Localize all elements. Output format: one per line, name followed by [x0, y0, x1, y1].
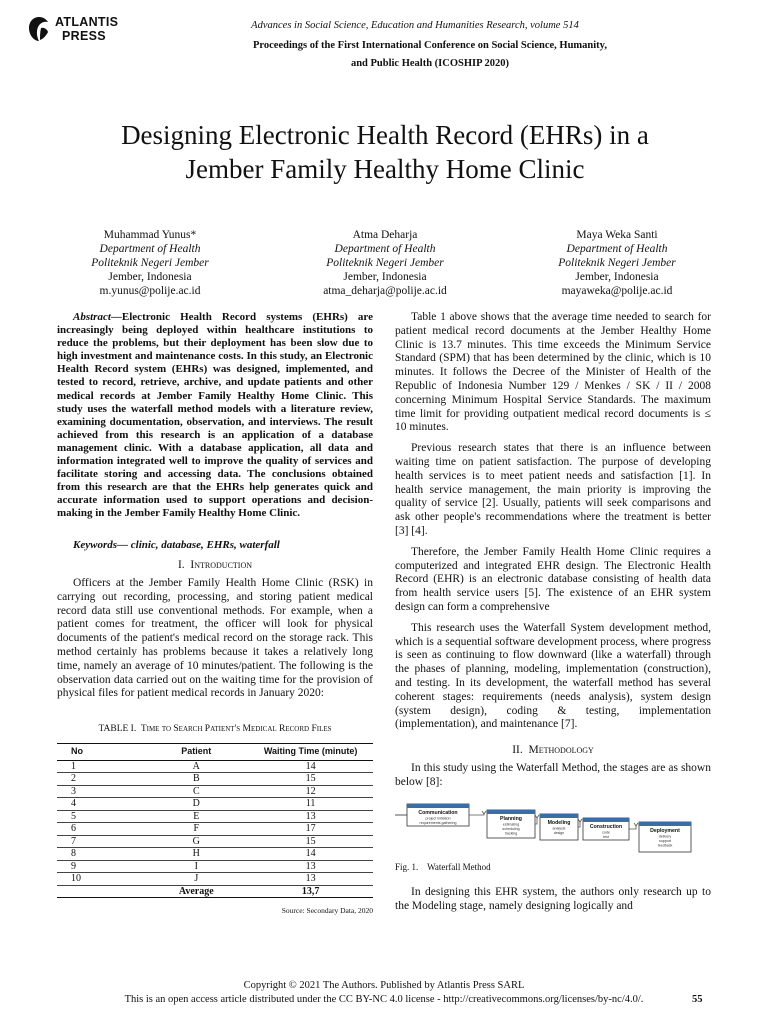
stage-subtitle: support	[659, 839, 671, 844]
cell-waiting-time: 14	[248, 848, 373, 861]
page-number: 55	[692, 994, 703, 1005]
license-line[interactable]: This is an open access article distributed under the CC BY-NC 4.0 license - http://creativecommons.org/licenses/by-nc/4.0/.	[124, 994, 644, 1005]
logo-line1: ATLANTIS	[55, 15, 119, 29]
intro-text: Officers at the Jember Family Health Home Clinic (RSK) in carrying out recording, processing, and storing patient medical record data still use conventional methods. For example, when a patient comes for treatment, the officer will look for physical documents of the patient's medical record on the storage rack. This method certainly has problems because it takes a relatively long time, namely an average of 10 minutes/patient. The following is the observation data carried out on the waiting time for the provision of physical files for patient medical records in January 2020:	[57, 577, 373, 700]
author-inst: Politeknik Negeri Jember	[326, 257, 444, 269]
stage-title: Communication	[418, 810, 458, 816]
waterfall-stage	[583, 818, 629, 840]
table-row	[57, 848, 373, 861]
header-waiting-time: Waiting Time (minute)	[248, 744, 373, 761]
cell-no: 9	[57, 860, 144, 873]
cell-waiting-time: 13	[248, 860, 373, 873]
table-row	[57, 798, 373, 811]
stage-subtitle: delivery	[658, 834, 672, 839]
cell-no: 1	[57, 760, 144, 773]
table-row	[57, 860, 373, 873]
abstract-text: —Electronic Health Record systems (EHRs) are increasingly being deployed within healthcare institutions to reduce the problems, but their deployment has been slow due to high investment and maintenance costs. In this study, an Electronic Health Record system (EHRs) was designed, implemented, and tested to record, retrieve, archive, and update patients and other medical records at Jember Family Healthy Home Clinic. This study uses the waterfall method models with a literature review, examining documentation, observation, and interviews. The result achieved from this research is an application of a database management clinic. With a database application, all data and information integrated well to improve the quality of services and facilitate storing and accessing data. The conclusions obtained from this research are that the EHRs help generates quick and accurate information used to support operations and decision-making in the Jember Family Healthy Home Clinic.	[57, 311, 373, 520]
cell-waiting-time: 14	[248, 760, 373, 773]
waterfall-diagram	[395, 800, 711, 858]
stage-title: Modeling	[547, 820, 571, 826]
table-row	[57, 835, 373, 848]
section-title: Methodology	[528, 744, 594, 756]
cell-patient: H	[144, 848, 248, 861]
table-row	[57, 823, 373, 836]
stage-title: Construction	[589, 824, 623, 830]
abstract-label: Abstract	[73, 311, 111, 323]
flow-arrow	[629, 826, 636, 829]
cell-patient: A	[144, 760, 248, 773]
cell-patient: B	[144, 773, 248, 786]
stage-title: Deployment	[650, 828, 680, 834]
table-header-row	[57, 744, 373, 761]
section-title: Introduction	[190, 559, 253, 571]
journal-title: Advances in Social Science, Education and Humanities Research, volume 514	[251, 20, 579, 31]
figure-caption	[395, 862, 491, 872]
author-name: Atma Deharja	[352, 229, 418, 241]
cell-no: 6	[57, 823, 144, 836]
author-name: Muhammad Yunus*	[103, 229, 197, 241]
title-line2: Jember Family Healthy Home Clinic	[185, 154, 585, 184]
flow-arrow	[469, 814, 484, 815]
cell-no: 4	[57, 798, 144, 811]
author-dept: Department of Health	[334, 243, 436, 255]
atlantis-globe-icon	[28, 16, 50, 42]
cell-patient: D	[144, 798, 248, 811]
abstract	[57, 311, 373, 521]
table-row	[57, 810, 373, 823]
arrow-head	[482, 811, 486, 814]
method-paragraph	[395, 762, 711, 790]
cell-no: 2	[57, 773, 144, 786]
table-source: Source: Secondary Data, 2020	[281, 906, 373, 915]
table-body	[57, 760, 373, 898]
author-name: Maya Weka Santi	[576, 229, 658, 241]
author-email[interactable]: m.yunus@polije.ac.id	[99, 285, 201, 297]
cell-waiting-time: 15	[248, 835, 373, 848]
author-dept: Department of Health	[99, 243, 201, 255]
cell-patient: G	[144, 835, 248, 848]
figure-caption-text: Waterfall Method	[427, 862, 491, 872]
author-block-2	[285, 228, 485, 298]
section-heading-introduction	[57, 559, 373, 571]
arrow-head	[535, 815, 539, 818]
waterfall-stage	[639, 822, 691, 852]
author-email[interactable]: atma_deharja@polije.ac.id	[323, 285, 447, 297]
cell-patient: I	[144, 860, 248, 873]
stage-header-bar	[583, 818, 629, 822]
stage-subtitle: test	[603, 835, 609, 840]
stage-title: Planning	[500, 816, 522, 822]
last-text: In designing this EHR system, the authors only research up to the Modeling stage, namely designing logically and	[395, 886, 711, 912]
arrow-head	[634, 823, 638, 826]
proceedings-line1: Proceedings of the First International Conference on Social Science, Humanity,	[253, 40, 607, 51]
paragraph: This research uses the Waterfall System development method, which is a sequential software development process, where progress is seen as continuing to flow downward (like a waterfall) through the phases of planning, modeling, implementation (construction), and testing. In its development, the waterfall method has several coherent stages: requirements (needs analysis), system design (system design), coding & testing, implementation (implementation), and maintenance [7].	[395, 621, 711, 731]
stage-subtitle: estimating	[502, 822, 520, 827]
publisher-logo	[28, 14, 128, 46]
cell-waiting-time: 15	[248, 773, 373, 786]
stage-subtitle: tracking	[504, 831, 518, 836]
author-location: Jember, Indonesia	[575, 271, 659, 283]
average-label: Average	[144, 885, 248, 898]
stage-subtitle: scheduling	[502, 827, 520, 832]
section-number: II.	[512, 744, 523, 756]
cell-waiting-time: 12	[248, 785, 373, 798]
title-line1: Designing Electronic Health Record (EHRs) in a	[121, 120, 649, 150]
cell-empty	[57, 885, 144, 898]
cell-no: 5	[57, 810, 144, 823]
logo-line2: PRESS	[62, 29, 106, 43]
stage-subtitle: feedback	[657, 843, 673, 848]
author-inst: Politeknik Negeri Jember	[91, 257, 209, 269]
table-caption-text: Time to Search Patient's Medical Record Files	[140, 724, 332, 734]
waiting-time-table	[57, 743, 373, 898]
table-row	[57, 873, 373, 886]
stage-header-bar	[639, 822, 691, 826]
table-average-row	[57, 885, 373, 898]
stage-subtitle: design	[553, 831, 565, 836]
last-paragraph	[395, 886, 711, 914]
cell-no: 7	[57, 835, 144, 848]
arrow-head	[578, 819, 582, 822]
cell-waiting-time: 13	[248, 810, 373, 823]
stage-header-bar	[540, 814, 578, 818]
cell-no: 8	[57, 848, 144, 861]
copyright-line: Copyright © 2021 The Authors. Published by Atlantis Press SARL	[243, 980, 525, 991]
cell-waiting-time: 17	[248, 823, 373, 836]
table-row	[57, 760, 373, 773]
method-text: In this study using the Waterfall Method, the stages are as shown below [8]:	[395, 762, 711, 788]
stage-subtitle: requirements gathering	[419, 821, 457, 826]
waterfall-stage	[487, 810, 535, 838]
cell-patient: F	[144, 823, 248, 836]
stage-subtitle: project initiation	[425, 816, 451, 821]
right-column-text	[395, 311, 711, 732]
paper-title	[40, 118, 730, 186]
stage-header-bar	[407, 804, 469, 808]
figure-caption-number: Fig. 1.	[395, 862, 419, 872]
author-block-1	[50, 228, 250, 298]
cell-patient: C	[144, 785, 248, 798]
table-caption	[57, 724, 373, 734]
cell-waiting-time: 11	[248, 798, 373, 811]
paragraph: Therefore, the Jember Family Health Home Clinic requires a computerized and integrated EHR design. The Electronic Health Record (EHR) is an electronic database consisting of health data from health service users [5]. The existence of an EHR system design can form a comprehensive	[395, 545, 711, 613]
waterfall-stage	[540, 814, 578, 840]
stage-subtitle: analysis	[552, 826, 566, 831]
waterfall-stage	[407, 804, 469, 826]
header-no: No	[57, 744, 144, 761]
author-inst: Politeknik Negeri Jember	[558, 257, 676, 269]
author-dept: Department of Health	[566, 243, 668, 255]
paragraph: Table 1 above shows that the average time needed to search for patient medical record documents at the Jember Healthy Home Clinic is 13.7 minutes. This time exceeds the Minimum Service Standard (SPM) that has been determined by the clinic, which is 10 minutes. It follows the Decree of the Minister of Health of the Republic of Indonesia Number 129 / Menkes / SK / II / 2008 concerning Minimum Hospital Service Standards. The maximum time limit for providing outpatient medical record documents is ≤ 10 minutes.	[395, 311, 711, 434]
header-patient: Patient	[144, 744, 248, 761]
table-caption-number: TABLE I.	[98, 724, 137, 734]
cell-no: 10	[57, 873, 144, 886]
cell-no: 3	[57, 785, 144, 798]
paragraph: Previous research states that there is an influence between waiting time on patient satisfaction. The purpose of developing health services is to meet patient needs and satisfaction [1]. In health service management, the main priority is improving the quality of service [2]. Usually, patients will seek comparisons and ask other people's recommendations where the treatment is better [3] [4].	[395, 442, 711, 537]
cell-waiting-time: 13	[248, 873, 373, 886]
keywords: Keywords— clinic, database, EHRs, waterfall	[73, 539, 280, 551]
author-block-3	[517, 228, 717, 298]
section-number: I.	[177, 559, 185, 571]
table-row	[57, 773, 373, 786]
stage-subtitle: code	[602, 830, 610, 835]
author-location: Jember, Indonesia	[343, 271, 427, 283]
cell-patient: E	[144, 810, 248, 823]
author-location: Jember, Indonesia	[108, 271, 192, 283]
proceedings-line2: and Public Health (ICOSHIP 2020)	[350, 58, 510, 69]
intro-paragraph	[57, 577, 373, 701]
cell-patient: J	[144, 873, 248, 886]
author-email[interactable]: mayaweka@polije.ac.id	[561, 285, 673, 297]
average-value: 13,7	[248, 885, 373, 898]
stage-header-bar	[487, 810, 535, 814]
table-row	[57, 785, 373, 798]
section-heading-methodology	[395, 744, 711, 756]
